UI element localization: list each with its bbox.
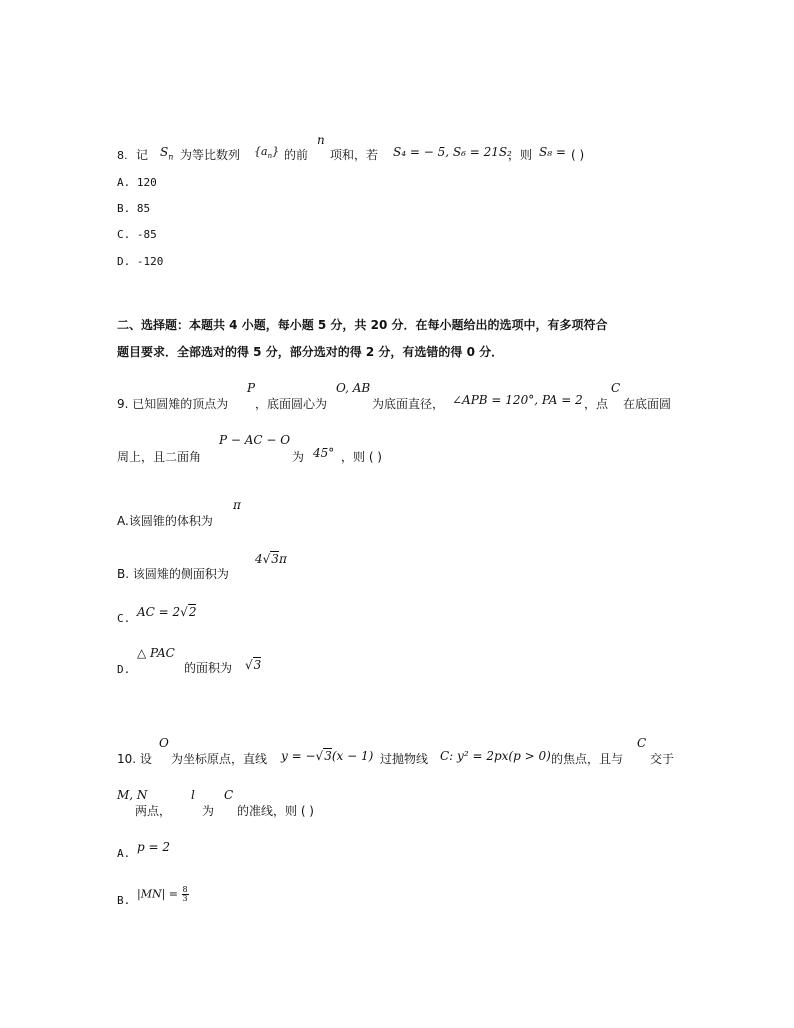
section-2-heading-line-1: 二、选择题：本题共 4 小题，每小题 5 分，共 20 分．在每小题给出的选项中，有多项符合: [117, 318, 608, 332]
q10-line-equation: y = −√3(x − 1): [281, 749, 374, 763]
q10-c: C: [637, 736, 647, 750]
q9-text-4: ，点: [584, 397, 609, 411]
q10-text-4: 的焦点，且与: [551, 752, 624, 766]
q8-text-5: ，则: [508, 148, 533, 162]
q9-option-d-text: 的面积为: [184, 661, 233, 675]
q10-text-8: 的准线，则 ( ): [237, 804, 314, 818]
q8-option-a: A. 120: [117, 176, 157, 189]
q10-mn: M, N: [117, 788, 148, 802]
q9-option-b-math: 4√3π: [255, 552, 287, 566]
q8-text-1: 记: [136, 148, 149, 162]
q8-option-b: B. 85: [117, 202, 151, 215]
q9-text-3: 为底面直径，: [372, 397, 445, 411]
q9-option-b: B. 该圆雉的侧面积为: [117, 567, 229, 581]
q10-c-2: C: [224, 788, 234, 802]
q8-number: 8.: [117, 149, 128, 162]
q9-text-1: 9. 已知圆雉的顶点为: [117, 397, 229, 411]
q8-text-4: 项和，若: [330, 148, 379, 162]
q9-option-a-math: π: [233, 498, 241, 512]
q9-text-5: 在底面圆: [623, 397, 672, 411]
q9-c: C: [611, 381, 621, 395]
q9-o-ab: O, AB: [336, 381, 371, 395]
q8-answer-blank: ( ): [571, 148, 585, 162]
q10-option-a-label: A.: [117, 847, 131, 860]
q8-s8: S₈ =: [539, 145, 566, 159]
q9-condition: ∠APB = 120°, PA = 2: [452, 393, 583, 407]
q8-text-2: 为等比数列: [180, 148, 241, 162]
q10-text-2: 为坐标原点，直线: [171, 752, 268, 766]
q10-text-6: 两点，: [135, 804, 172, 818]
q9-text-2: ，底面圆心为: [255, 397, 328, 411]
q8-text-3: 的前: [284, 148, 309, 162]
q10-o: O: [159, 736, 169, 750]
q10-option-b-math: |MN| = $\frac{8}{3}$: [137, 885, 188, 903]
q9-dihedral: P − AC − O: [219, 433, 291, 447]
q8-an: $\{a_n\}$: [254, 145, 280, 161]
q10-option-b-fraction: $\frac{8}{3}$: [182, 885, 188, 903]
q9-option-a: A.该圆锥的体积为: [117, 514, 213, 528]
q10-option-b-label: B.: [117, 894, 131, 907]
q10-parabola: C: y² = 2px(p > 0): [440, 749, 551, 763]
q8-sn: $S_n$: [160, 145, 174, 162]
q9-p: P: [247, 381, 256, 395]
q10-text-1: 10. 设: [117, 752, 152, 766]
q9-option-d-math: √3: [245, 658, 262, 672]
q10-text-7: 为: [202, 804, 215, 818]
q8-option-c: C. -85: [117, 228, 157, 241]
q8-n: n: [317, 133, 325, 147]
q9-option-c-label: C.: [117, 612, 131, 625]
q10-text-5: 交于: [650, 752, 675, 766]
q9-text-8: ，则 ( ): [341, 450, 382, 464]
q9-text-6: 周上，且二面角: [117, 450, 202, 464]
q8-condition: S₄ = − 5, S₆ = 21S₂: [393, 145, 512, 159]
q9-option-d-label: D.: [117, 663, 131, 676]
q9-option-d-triangle: △ PAC: [137, 646, 175, 660]
q9-text-7: 为: [292, 450, 305, 464]
q9-option-c-math: AC = 2√2: [137, 605, 197, 619]
q10-text-3: 过抛物线: [380, 752, 429, 766]
q8-option-d: D. -120: [117, 255, 164, 268]
q9-degree: 45°: [313, 446, 335, 460]
q10-l: l: [191, 788, 195, 802]
section-2-heading-line-2: 题目要求．全部选对的得 5 分，部分选对的得 2 分，有选错的得 0 分．: [117, 345, 504, 359]
q10-option-a-math: p = 2: [137, 840, 170, 854]
